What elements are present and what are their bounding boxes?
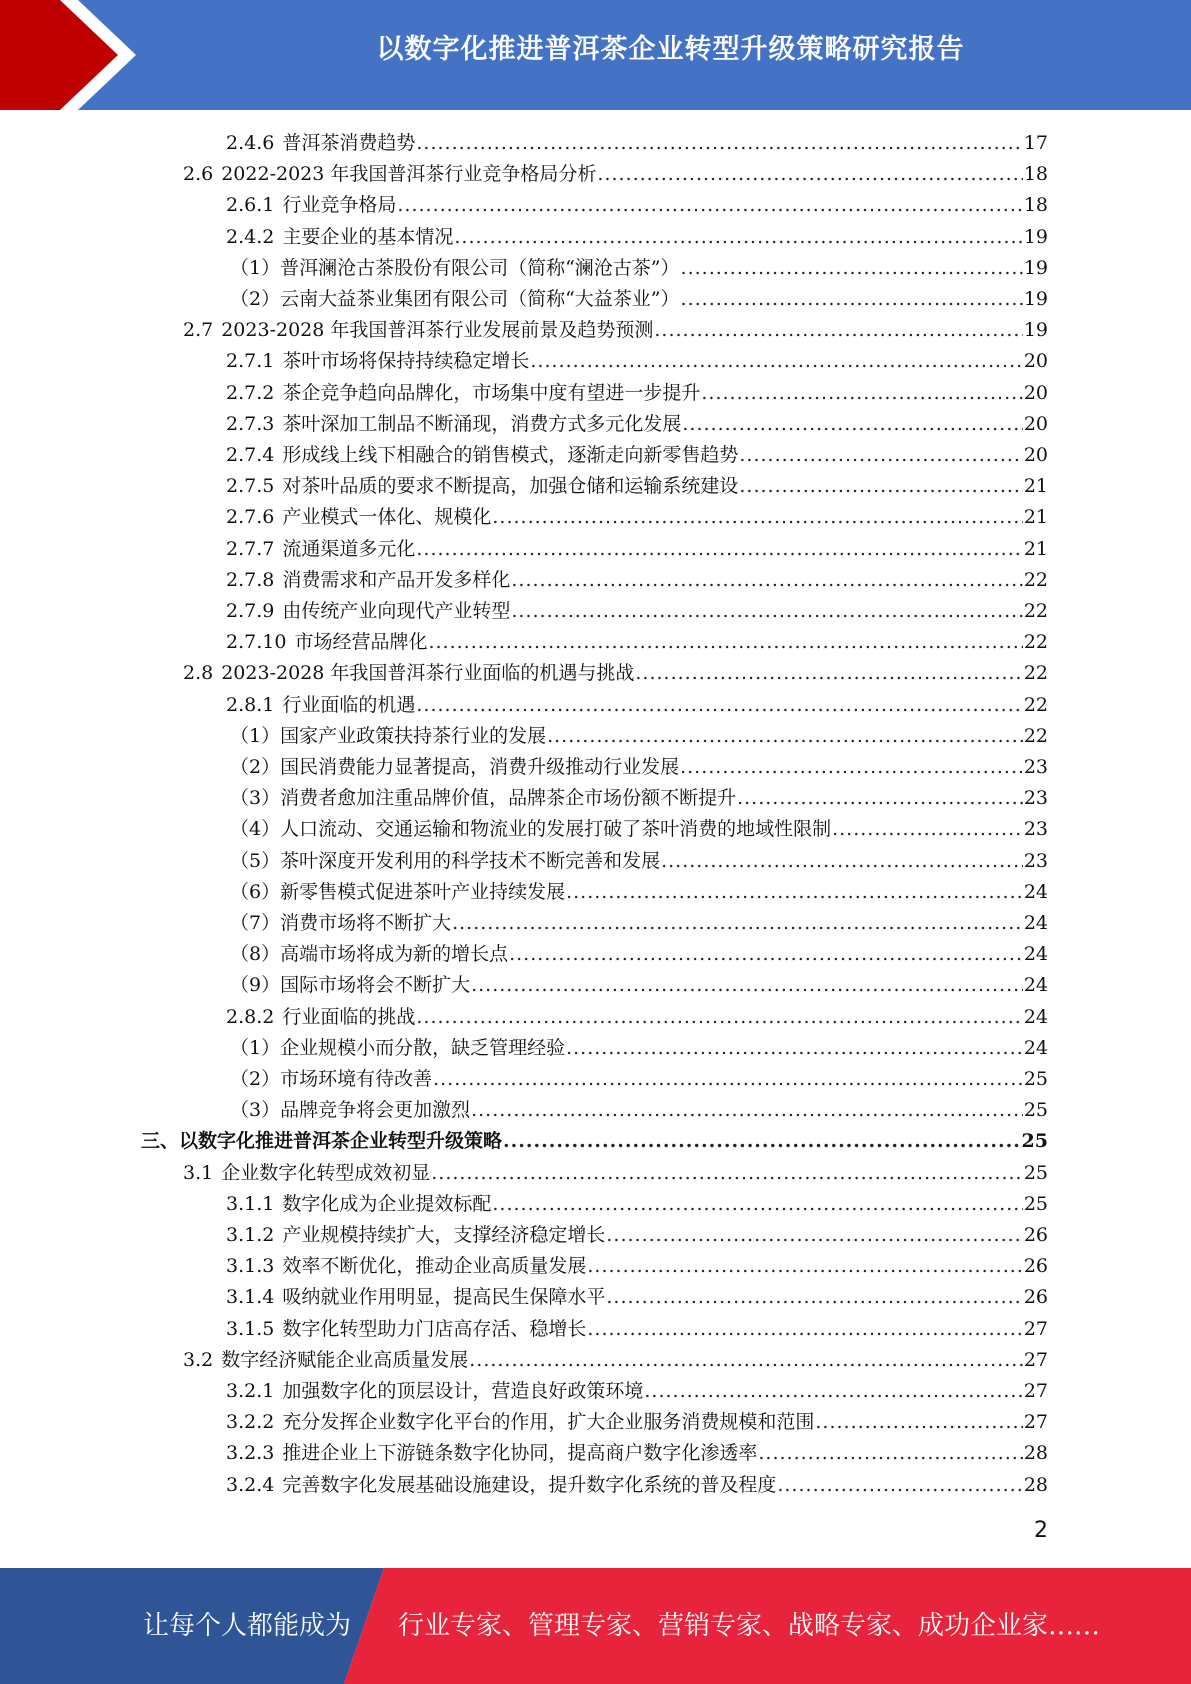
toc-entry[interactable]: [230, 284, 1048, 315]
toc-entry-title: （1）普洱澜沧古茶股份有限公司（简称“澜沧古茶”）: [230, 256, 680, 279]
toc-entry[interactable]: [226, 627, 1048, 658]
toc-entry-number: 2.8.2: [226, 1005, 275, 1028]
toc-entry-page: 22: [1023, 568, 1048, 591]
toc-entry-page: 18: [1023, 163, 1048, 186]
toc-entry-page: 17: [1023, 132, 1048, 154]
toc-entry-title: 茶叶深加工制品不断涌现，消费方式多元化发展: [282, 412, 682, 435]
toc-entry-page: 19: [1023, 319, 1048, 342]
toc-entry-page: 19: [1023, 225, 1048, 248]
toc-entry-number: 3.1.2: [226, 1224, 275, 1246]
toc-dot-leader: [739, 471, 1022, 502]
toc-entry-page: 23: [1023, 787, 1048, 810]
toc-entry-page: 24: [1023, 880, 1048, 903]
toc-entry-page: 22: [1023, 662, 1048, 685]
toc-dot-leader: [758, 1438, 1022, 1469]
toc-dot-leader: [511, 565, 1022, 596]
toc-dot-leader: [492, 502, 1022, 533]
toc-entry-page: 19: [1023, 256, 1048, 279]
toc-entry-title: 行业竞争格局: [282, 194, 397, 217]
toc-entry-page: 28: [1023, 1442, 1048, 1465]
toc-entry[interactable]: [230, 1064, 1048, 1095]
toc-entry-number: 2.6: [183, 163, 214, 186]
toc-dot-leader: [416, 690, 1022, 721]
toc-entry-title: （2）云南大益茶业集团有限公司（简称“大益茶业”）: [230, 288, 680, 310]
toc-entry-page: 24: [1023, 974, 1048, 997]
toc-entry-page: 24: [1023, 912, 1048, 934]
toc-entry-page: 19: [1023, 288, 1048, 310]
toc-entry-title: （4）人口流动、交通运输和物流业的发展打破了茶叶消费的地域性限制: [230, 818, 832, 841]
toc-entry-page: 21: [1023, 537, 1048, 560]
toc-entry-number: 2.7.5: [226, 475, 275, 498]
toc-entry-title: 推进企业上下游链条数字化协同，提高商户数字化渗透率: [282, 1442, 758, 1465]
toc-entry[interactable]: [226, 1220, 1048, 1251]
toc-entry-page: 26: [1023, 1255, 1048, 1278]
toc-dot-leader: [566, 1033, 1023, 1064]
toc-entry-page: 25: [1023, 1161, 1048, 1184]
toc-entry-number: 2.7: [183, 319, 214, 342]
toc-dot-leader: [644, 1376, 1022, 1407]
toc-dot-leader: [433, 1064, 1023, 1095]
toc-entry-page: 25: [1023, 1099, 1048, 1122]
toc-dot-leader: [471, 970, 1023, 1001]
toc-entry-title: （5）茶叶深度开发利用的科学技术不断完善和发展: [230, 849, 661, 872]
toc-entry-page: 20: [1023, 412, 1048, 435]
toc-entry-number: 2.7.3: [226, 412, 275, 435]
toc-entry[interactable]: [230, 846, 1048, 877]
toc-entry-number: 2.8.1: [226, 693, 275, 716]
toc-dot-leader: [680, 752, 1023, 783]
toc-dot-leader: [682, 409, 1022, 440]
toc-entry[interactable]: [230, 783, 1048, 814]
toc-entry-page: 23: [1023, 756, 1048, 778]
toc-entry-number: 2.7.2: [226, 381, 275, 404]
page-header: [0, 0, 1191, 110]
toc-entry-number: 3.1.5: [226, 1317, 275, 1340]
toc-dot-leader: [681, 284, 1023, 315]
toc-dot-leader: [737, 783, 1023, 814]
toc-entry-title: （2）国民消费能力显著提高，消费升级推动行业发展: [230, 756, 680, 778]
toc-entry-page: 22: [1023, 724, 1048, 747]
toc-entry-title: （1）企业规模小而分散，缺乏管理经验: [230, 1036, 566, 1059]
toc-entry-title: 完善数字化发展基础设施建设，提升数字化系统的普及程度: [282, 1473, 777, 1496]
toc-dot-leader: [469, 1345, 1023, 1376]
toc-dot-leader: [587, 1314, 1022, 1345]
toc-entry-title: 对茶叶品质的要求不断提高，加强仓储和运输系统建设: [282, 475, 739, 498]
toc-entry-title: （1）国家产业政策扶持茶行业的发展: [230, 724, 547, 747]
toc-entry-page: 25: [1023, 1192, 1048, 1215]
toc-entry-title: 流通渠道多元化: [282, 537, 416, 560]
toc-entry-page: 25: [1021, 1130, 1048, 1153]
toc-entry-page: 23: [1023, 818, 1048, 841]
toc-entry-page: 27: [1023, 1380, 1048, 1402]
toc-entry[interactable]: [226, 596, 1048, 627]
toc-entry-number: 2.4.2: [226, 225, 275, 248]
red-chevron-icon: [0, 0, 150, 110]
toc-dot-leader: [511, 596, 1022, 627]
toc-entry-page: 24: [1023, 1036, 1048, 1059]
toc-entry[interactable]: [183, 1345, 1048, 1376]
toc-entry[interactable]: [226, 1314, 1048, 1345]
toc-dot-leader: [503, 1126, 1021, 1157]
toc-entry[interactable]: [141, 1126, 1048, 1157]
report-title: 以数字化推进普洱茶企业转型升级策略研究报告: [376, 34, 965, 65]
toc-entry-page: 22: [1023, 693, 1048, 716]
toc-entry[interactable]: [230, 721, 1048, 752]
toc-entry-title: 三、以数字化推进普洱茶企业转型升级策略: [141, 1130, 503, 1153]
toc-entry-page: 27: [1023, 1348, 1048, 1371]
toc-entry-title: （9）国际市场将会不断扩大: [230, 974, 471, 997]
toc-entry-number: 3.2.4: [226, 1473, 275, 1496]
toc-entry-title: 加强数字化的顶层设计，营造良好政策环境: [282, 1380, 644, 1402]
toc-entry[interactable]: [230, 814, 1048, 845]
toc-dot-leader: [454, 222, 1022, 253]
toc-entry[interactable]: [226, 1470, 1048, 1501]
toc-dot-leader: [492, 1189, 1022, 1220]
toc-entry-number: 3.2: [183, 1348, 214, 1371]
toc-dot-leader: [566, 877, 1023, 908]
toc-entry[interactable]: [230, 253, 1048, 284]
toc-dot-leader: [416, 534, 1022, 565]
toc-entry[interactable]: [226, 378, 1048, 409]
toc-entry-page: 22: [1023, 600, 1048, 622]
toc-entry-title: 消费需求和产品开发多样化: [282, 568, 511, 591]
toc-entry-page: 24: [1023, 943, 1048, 966]
toc-dot-leader: [397, 190, 1022, 221]
toc-entry-number: 2.7.10: [226, 631, 287, 654]
toc-entry[interactable]: [226, 190, 1048, 221]
footer-slogan-left: 让每个人都能成为: [143, 1611, 352, 1641]
toc-entry-number: 2.4.6: [226, 132, 275, 154]
toc-entry-title: （7）消费市场将不断扩大: [230, 912, 452, 934]
toc-entry-title: （6）新零售模式促进茶叶产业持续发展: [230, 880, 566, 903]
toc-entry[interactable]: [183, 658, 1048, 689]
toc-entry-number: 2.8: [183, 662, 214, 685]
toc-entry[interactable]: [226, 440, 1048, 471]
toc-entry-page: 23: [1023, 849, 1048, 872]
toc-dot-leader: [681, 253, 1023, 284]
toc-entry[interactable]: [226, 1407, 1048, 1438]
toc-dot-leader: [635, 658, 1022, 689]
toc-entry[interactable]: [230, 1095, 1048, 1126]
toc-dot-leader: [509, 939, 1023, 970]
toc-entry-title: （2）市场环境有待改善: [230, 1068, 433, 1090]
toc-dot-leader: [777, 1470, 1022, 1501]
toc-entry-number: 3.2.3: [226, 1442, 275, 1465]
toc-dot-leader: [587, 1251, 1022, 1282]
toc-entry[interactable]: [226, 565, 1048, 596]
toc-dot-leader: [654, 315, 1022, 346]
toc-entry-title: 数字化成为企业提效标配: [282, 1192, 492, 1215]
toc-entry-page: 20: [1023, 444, 1048, 466]
toc-entry-title: 普洱茶消费趋势: [282, 132, 416, 154]
toc-entry[interactable]: [230, 970, 1048, 1001]
page-footer: [0, 1568, 1191, 1684]
toc-entry-title: 企业数字化转型成效初显: [221, 1161, 431, 1184]
toc-entry[interactable]: [226, 502, 1048, 533]
toc-entry-title: 行业面临的挑战: [282, 1005, 416, 1028]
toc-dot-leader: [606, 1282, 1022, 1313]
toc-entry-page: 26: [1023, 1286, 1048, 1309]
toc-dot-leader: [832, 814, 1023, 845]
toc-entry-page: 20: [1023, 350, 1048, 373]
toc-entry-number: 3.2.2: [226, 1411, 275, 1434]
toc-entry[interactable]: [230, 939, 1048, 970]
toc-entry-page: 20: [1023, 381, 1048, 404]
toc-entry[interactable]: [230, 908, 1048, 939]
toc-dot-leader: [547, 721, 1023, 752]
toc-entry-title: 2023-2028 年我国普洱茶行业发展前景及趋势预测: [221, 319, 654, 342]
toc-entry[interactable]: [183, 159, 1048, 190]
toc-entry-page: 21: [1023, 475, 1048, 498]
toc-entry-number: 2.7.9: [226, 600, 275, 622]
toc-entry-number: 3.1: [183, 1161, 214, 1184]
toc-entry-number: 3.1.3: [226, 1255, 275, 1278]
toc-entry-title: 2022-2023 年我国普洱茶行业竞争格局分析: [221, 163, 597, 186]
toc-dot-leader: [815, 1407, 1022, 1438]
toc-entry-number: 2.7.8: [226, 568, 275, 591]
toc-entry-title: 产业规模持续扩大，支撑经济稳定增长: [282, 1224, 606, 1246]
toc-entry-page: 18: [1023, 194, 1048, 217]
toc-entry-title: （3）消费者愈加注重品牌价值，品牌茶企市场份额不断提升: [230, 787, 737, 810]
toc-entry[interactable]: [183, 1158, 1048, 1189]
toc-entry-title: 2023-2028 年我国普洱茶行业面临的机遇与挑战: [221, 662, 635, 685]
toc-dot-leader: [530, 346, 1022, 377]
toc-entry-title: 形成线上线下相融合的销售模式，逐渐走向新零售趋势: [282, 444, 739, 466]
toc-entry[interactable]: [226, 128, 1048, 159]
toc-dot-leader: [701, 378, 1022, 409]
toc-dot-leader: [471, 1095, 1023, 1126]
toc-dot-leader: [606, 1220, 1022, 1251]
toc-dot-leader: [597, 159, 1022, 190]
toc-dot-leader: [431, 1158, 1023, 1189]
toc-entry-page: 24: [1023, 1005, 1048, 1028]
toc-entry[interactable]: [226, 222, 1048, 253]
toc-dot-leader: [416, 1002, 1022, 1033]
toc-entry-title: 产业模式一体化、规模化: [282, 506, 492, 529]
toc-entry[interactable]: [226, 690, 1048, 721]
toc-entry-number: 3.2.1: [226, 1380, 275, 1402]
toc-dot-leader: [416, 128, 1022, 159]
toc-entry[interactable]: [226, 409, 1048, 440]
toc-entry-title: 数字经济赋能企业高质量发展: [221, 1348, 469, 1371]
toc-entry[interactable]: [226, 346, 1048, 377]
toc-entry-number: 2.7.6: [226, 506, 275, 529]
toc-entry-number: 3.1.1: [226, 1192, 275, 1215]
toc-entry-page: 25: [1023, 1068, 1048, 1090]
toc-entry-title: 茶企竞争趋向品牌化，市场集中度有望进一步提升: [282, 381, 701, 404]
toc-entry-title: 数字化转型助力门店高存活、稳增长: [282, 1317, 587, 1340]
toc-entry[interactable]: [226, 1282, 1048, 1313]
toc-entry[interactable]: [226, 534, 1048, 565]
toc-entry-title: 效率不断优化，推动企业高质量发展: [282, 1255, 587, 1278]
toc-entry-page: 28: [1023, 1473, 1048, 1496]
toc-entry-page: 27: [1023, 1317, 1048, 1340]
toc-entry[interactable]: [226, 1376, 1048, 1407]
toc-dot-leader: [739, 440, 1022, 471]
toc-dot-leader: [428, 627, 1022, 658]
toc-entry-title: 由传统产业向现代产业转型: [282, 600, 511, 622]
toc-entry-number: 2.7.1: [226, 350, 275, 373]
toc-entry-title: 充分发挥企业数字化平台的作用，扩大企业服务消费规模和范围: [282, 1411, 815, 1434]
toc-entry-title: 市场经营品牌化: [294, 631, 428, 654]
toc-entry-page: 26: [1023, 1224, 1048, 1246]
toc-entry[interactable]: [226, 1189, 1048, 1220]
toc-entry-title: （8）高端市场将成为新的增长点: [230, 943, 509, 966]
toc-entry[interactable]: [226, 1438, 1048, 1469]
toc-dot-leader: [661, 846, 1023, 877]
footer-slogan-right: 行业专家、管理专家、营销专家、战略专家、成功企业家……: [398, 1611, 1101, 1641]
toc-entry[interactable]: [230, 877, 1048, 908]
toc-entry-number: 2.7.4: [226, 444, 275, 466]
toc-entry-page: 22: [1023, 631, 1048, 654]
toc-entry-title: 行业面临的机遇: [282, 693, 416, 716]
toc-entry[interactable]: [183, 315, 1048, 346]
toc-entry[interactable]: [226, 1002, 1048, 1033]
toc-entry-page: 21: [1023, 506, 1048, 529]
toc-entry[interactable]: [230, 752, 1048, 783]
toc-dot-leader: [452, 908, 1023, 939]
toc-entry[interactable]: [226, 471, 1048, 502]
page-number: 2: [1034, 1518, 1048, 1543]
toc-entry-number: 2.7.7: [226, 537, 275, 560]
toc-entry-page: 27: [1023, 1411, 1048, 1434]
toc-entry-title: （3）品牌竞争将会更加激烈: [230, 1099, 471, 1122]
toc-entry-title: 吸纳就业作用明显，提高民生保障水平: [282, 1286, 606, 1309]
toc-entry-number: 3.1.4: [226, 1286, 275, 1309]
toc-entry[interactable]: [230, 1033, 1048, 1064]
toc-entry-title: 主要企业的基本情况: [282, 225, 454, 248]
toc-entry[interactable]: [226, 1251, 1048, 1282]
toc-entry-title: 茶叶市场将保持持续稳定增长: [282, 350, 530, 373]
toc-entry-number: 2.6.1: [226, 194, 275, 217]
